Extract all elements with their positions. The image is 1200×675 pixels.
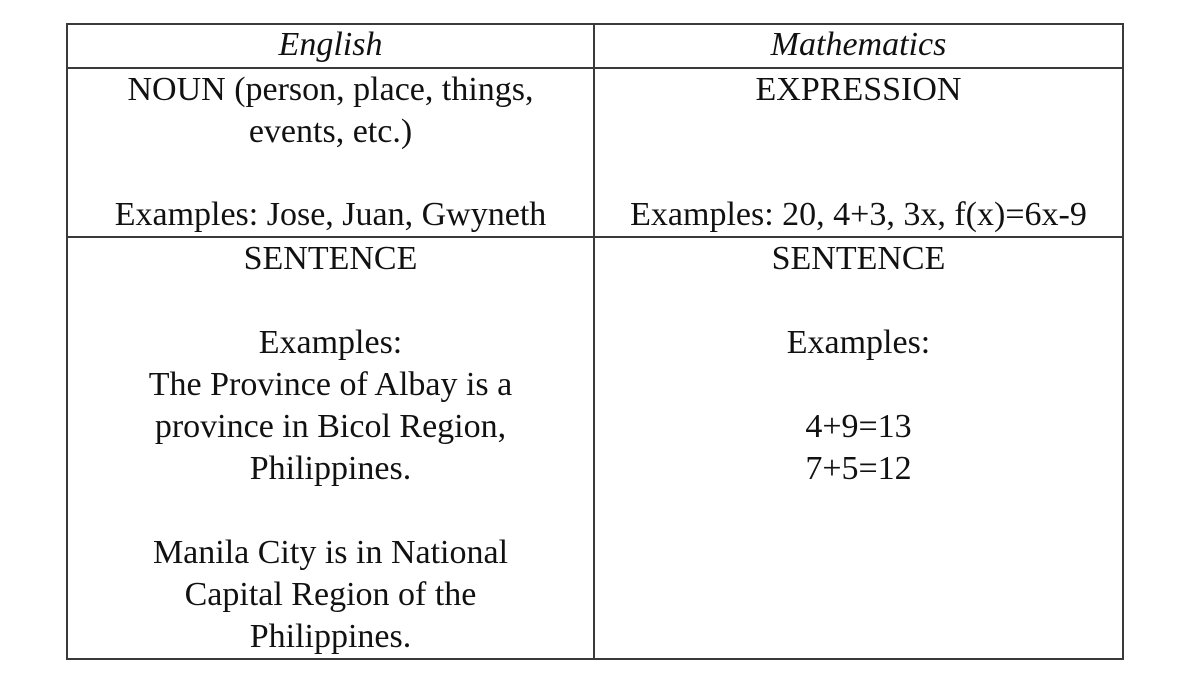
noun-heading-line-2: events, etc.) — [248, 113, 413, 150]
noun-expression-row — [67, 68, 1123, 237]
noun-examples: Examples: Jose, Juan, Gwyneth — [114, 196, 547, 233]
header-mathematics: Mathematics — [594, 24, 1123, 68]
expression-examples: Examples: 20, 4+3, 3x, f(x)=6x-9 — [630, 196, 1087, 233]
cell-math-expression — [594, 68, 1123, 237]
math-example-line-1: 4+9=13 — [805, 408, 912, 445]
header-english: English — [67, 24, 594, 68]
noun-heading-line-1: NOUN (person, place, things, — [127, 71, 534, 108]
english-example-2-line-3: Philippines. — [249, 618, 412, 655]
comparison-table — [66, 23, 1124, 660]
header-row — [67, 24, 1123, 68]
english-example-2-line-1: Manila City is in National — [152, 534, 509, 571]
expression-heading: EXPRESSION — [755, 71, 962, 108]
english-example-1-line-3: Philippines. — [249, 450, 412, 487]
cell-english-noun — [67, 68, 594, 237]
sentence-row — [67, 237, 1123, 659]
math-examples-label: Examples: — [786, 324, 931, 361]
cell-math-sentence — [594, 237, 1123, 659]
english-examples-label: Examples: — [258, 324, 403, 361]
english-example-2-line-2: Capital Region of the — [184, 576, 477, 613]
math-sentence-heading: SENTENCE — [771, 240, 946, 277]
english-example-1-line-2: province in Bicol Region, — [154, 408, 507, 445]
cell-english-sentence — [67, 237, 594, 659]
english-example-1-line-1: The Province of Albay is a — [148, 366, 513, 403]
math-example-line-2: 7+5=12 — [805, 450, 912, 487]
english-sentence-heading: SENTENCE — [243, 240, 418, 277]
